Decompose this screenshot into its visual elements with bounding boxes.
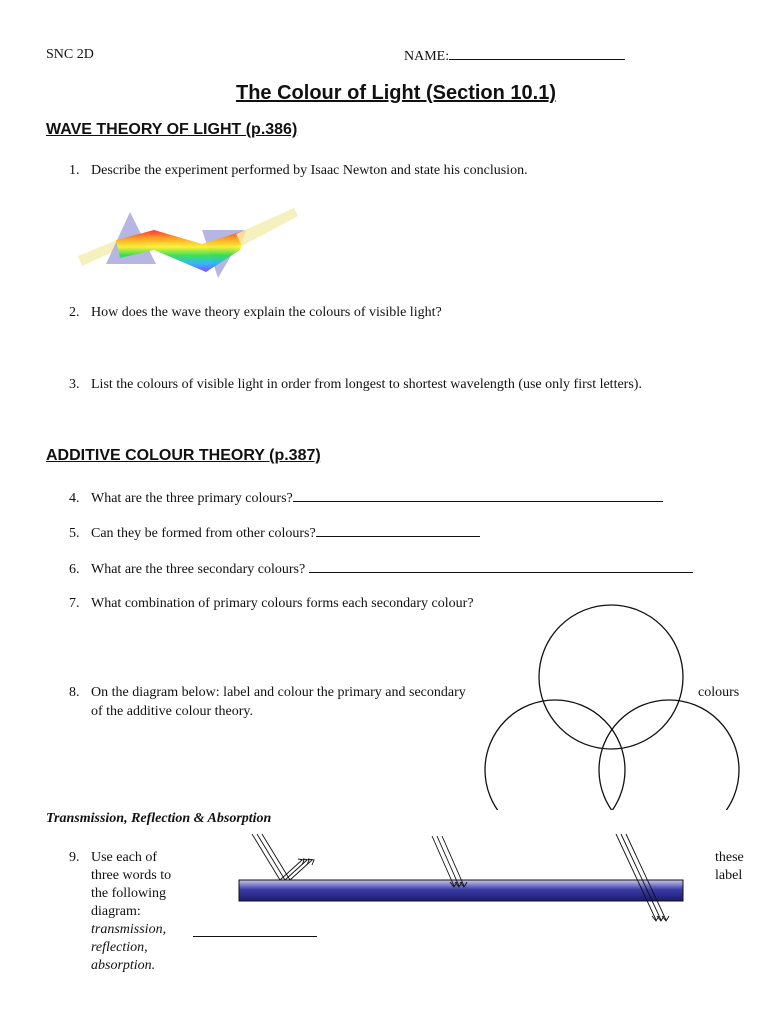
- section-heading-transmission: Transmission, Reflection & Absorption: [46, 811, 272, 826]
- name-label: [404, 47, 625, 65]
- question-8-line-1-end: colours: [698, 685, 740, 700]
- transmission-rays[interactable]: [616, 834, 669, 921]
- absorption-rays[interactable]: [432, 836, 467, 887]
- question-3: [69, 377, 642, 393]
- newton-prism-illustration: [76, 204, 302, 284]
- question-9-text-1: Use each of: [91, 850, 158, 865]
- name-blank[interactable]: [449, 47, 625, 60]
- question-1-text: Describe the experiment performed by Isaac Newton and state his conclusion.: [91, 163, 528, 178]
- spectrum-band: [116, 230, 246, 272]
- question-9-right-2: label: [715, 868, 743, 883]
- transmission-diagram: [236, 832, 688, 932]
- question-7-number: 7.: [69, 596, 80, 611]
- question-5-text: Can they be formed from other colours?: [91, 526, 316, 541]
- answer-blank-4[interactable]: [293, 489, 663, 502]
- answer-blank-5[interactable]: [316, 524, 480, 537]
- question-9-line-4: diagram:: [91, 904, 141, 919]
- question-5-number: 5.: [69, 526, 80, 541]
- question-6-number: 6.: [69, 562, 80, 577]
- section-heading-wave: WAVE THEORY OF LIGHT (p.386): [46, 121, 298, 138]
- question-4: [69, 489, 663, 507]
- question-2-text: How does the wave theory explain the colours of visible light?: [91, 305, 442, 320]
- reflection-rays[interactable]: [252, 834, 314, 880]
- question-9-number: 9.: [69, 850, 80, 865]
- question-4-text: What are the three primary colours?: [91, 491, 293, 506]
- question-7: [69, 596, 474, 612]
- page-title: The Colour of Light (Section 10.1): [236, 82, 556, 104]
- label-answer-line[interactable]: [193, 936, 317, 937]
- question-7-text: What combination of primary colours forms each secondary colour?: [91, 596, 474, 611]
- answer-blank-6[interactable]: [309, 560, 693, 573]
- question-5: [69, 524, 480, 542]
- question-8-number: 8.: [69, 685, 80, 700]
- question-3-text: List the colours of visible light in order from longest to shortest wavelength (use only first letters).: [91, 377, 642, 392]
- question-8-line-1: [69, 685, 466, 701]
- question-9-line-3: the following: [91, 886, 167, 901]
- question-3-number: 3.: [69, 377, 80, 392]
- question-6: [69, 560, 693, 578]
- question-2: [69, 305, 442, 321]
- outgoing-light-beam: [236, 208, 298, 246]
- venn-circle-left[interactable]: [485, 700, 625, 810]
- word-absorption: absorption.: [91, 958, 156, 973]
- question-2-number: 2.: [69, 305, 80, 320]
- question-4-number: 4.: [69, 491, 80, 506]
- question-9-line-1: [69, 850, 157, 866]
- venn-circle-right[interactable]: [599, 700, 739, 810]
- question-8-text: On the diagram below: label and colour the primary and secondary: [91, 685, 466, 700]
- course-code: SNC 2D: [46, 47, 94, 62]
- question-9-right-1: these: [715, 850, 744, 865]
- word-reflection: reflection,: [91, 940, 148, 955]
- word-transmission: transmission,: [91, 922, 167, 937]
- question-1: [69, 163, 528, 179]
- question-6-text: What are the three secondary colours?: [91, 562, 306, 577]
- question-9-line-2: three words to: [91, 868, 172, 883]
- question-1-number: 1.: [69, 163, 80, 178]
- additive-colour-venn-diagram: [480, 604, 748, 810]
- section-heading-additive: ADDITIVE COLOUR THEORY (p.387): [46, 447, 321, 464]
- question-8-line-2: of the additive colour theory.: [91, 704, 253, 719]
- name-label-text: NAME:: [404, 49, 450, 64]
